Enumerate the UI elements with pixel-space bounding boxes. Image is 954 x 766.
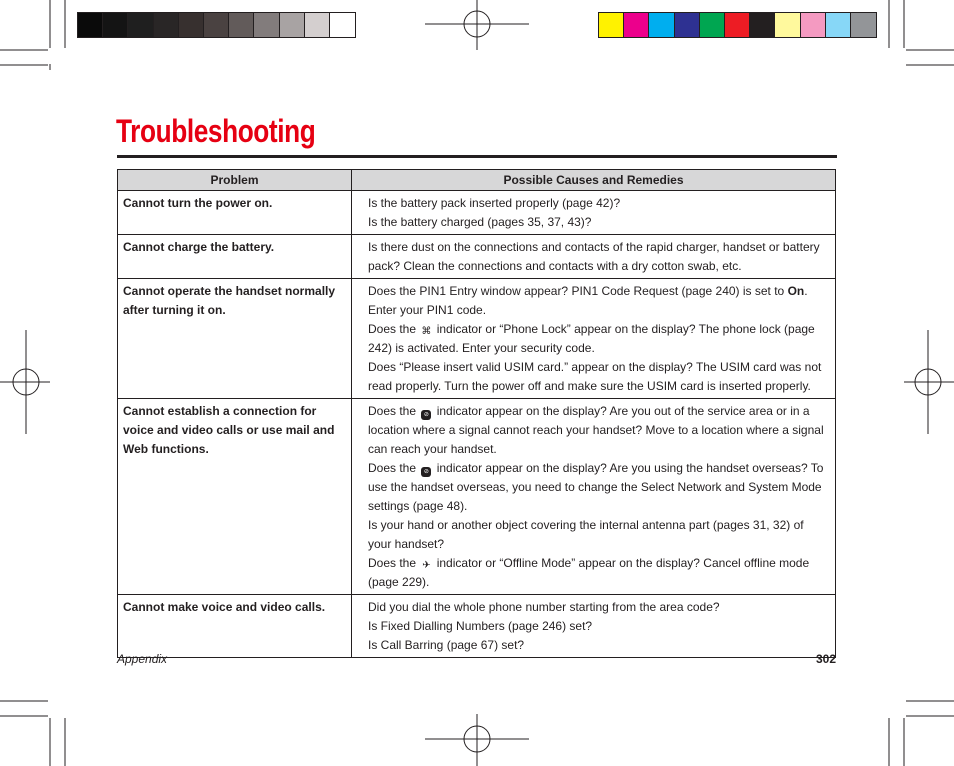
table-row (118, 399, 836, 595)
color-swatch (700, 13, 725, 37)
color-swatch (826, 13, 851, 37)
remedy-text: Does the (368, 322, 420, 336)
crop-mark-bottom-right (884, 696, 954, 766)
crop-mark-top-left (0, 0, 70, 70)
remedy-text: indicator or “Phone Lock” appear on the display? The phone lock (page 242) is activated. Enter your security code. (368, 322, 815, 355)
remedy-item: Is the battery charged (pages 35, 37, 43)? (368, 215, 592, 229)
gray-swatch (254, 13, 279, 37)
remedy-item: Is Fixed Dialling Numbers (page 246) set? (368, 619, 593, 633)
gray-swatch (103, 13, 128, 37)
remedy-item (368, 320, 829, 358)
color-swatch (851, 13, 876, 37)
table-row (118, 235, 836, 279)
color-swatch (750, 13, 775, 37)
color-swatch (775, 13, 800, 37)
remedy-item: Did you dial the whole phone number starting from the area code? (368, 600, 720, 614)
gray-swatch (128, 13, 153, 37)
out-of-service-icon: ⊘ (421, 467, 431, 477)
remedy-text: Does the (368, 461, 420, 475)
page-number: 302 (815, 652, 836, 666)
problem-cell: Cannot operate the handset normally after turning it on. (118, 279, 352, 399)
color-swatch (624, 13, 649, 37)
gray-swatch (204, 13, 229, 37)
remedy-text: indicator appear on the display? Are you using the handset overseas? To use the handset overseas, you need to change the Select Network and System Mode settings (page 48). (368, 461, 824, 513)
registration-mark-bottom (425, 712, 529, 766)
gray-swatch (305, 13, 330, 37)
phone-lock-icon: ⌘ (421, 326, 432, 337)
table-row (118, 191, 836, 235)
offline-mode-icon: ✈ (422, 560, 431, 571)
remedy-text: indicator or “Offline Mode” appear on the display? Cancel offline mode (page 229). (368, 556, 810, 589)
problem-header: Problem (118, 170, 352, 191)
remedy-text: indicator appear on the display? Are you out of the service area or in a location where a signal cannot reach your handset? Move to a location where a signal can reach your handset. (368, 404, 824, 456)
gray-calibration-bar (77, 12, 356, 38)
crop-mark-bottom-left (0, 696, 70, 766)
table-header-row (118, 170, 836, 191)
table-row (118, 595, 836, 658)
title-rule (117, 155, 837, 158)
remedy-item: Is there dust on the connections and contacts of the rapid charger, handset or battery pack? Clean the connections and contacts with a dry cotton swab, etc. (368, 240, 820, 273)
color-swatch (675, 13, 700, 37)
gray-swatch (330, 13, 355, 37)
remedy-item (368, 459, 829, 516)
gray-swatch (154, 13, 179, 37)
gray-swatch (229, 13, 254, 37)
troubleshooting-table (117, 169, 836, 658)
remedy-text: Does the (368, 404, 420, 418)
remedy-text: Does the (368, 556, 420, 570)
remedy-item: Is Call Barring (page 67) set? (368, 638, 525, 652)
footer-section-label: Appendix (117, 652, 168, 666)
registration-mark-top (425, 0, 529, 52)
remedies-cell (352, 279, 836, 399)
setting-value: On (787, 284, 805, 298)
color-swatch (649, 13, 674, 37)
remedy-text: Does the PIN1 Entry window appear? PIN1 Code Request (page 240) is set to (368, 284, 788, 298)
remedies-cell (352, 399, 836, 595)
remedy-item (368, 554, 829, 592)
remedy-item: Is your hand or another object covering the internal antenna part (pages 31, 32) of your handset? (368, 518, 804, 551)
remedy-item (368, 402, 829, 459)
out-of-service-icon: ⊘ (421, 410, 431, 420)
remedy-item (368, 282, 829, 320)
remedies-cell (352, 595, 836, 658)
table-row (118, 279, 836, 399)
crop-mark-top-right (884, 0, 954, 70)
remedies-cell (352, 235, 836, 279)
remedy-item: Is the battery pack inserted properly (page 42)? (368, 196, 621, 210)
registration-mark-right (902, 330, 954, 434)
color-swatch (599, 13, 624, 37)
color-calibration-bar (598, 12, 877, 38)
problem-cell: Cannot make voice and video calls. (118, 595, 352, 658)
problem-cell: Cannot establish a connection for voice and video calls or use mail and Web functions. (118, 399, 352, 595)
problem-cell: Cannot turn the power on. (118, 191, 352, 235)
page-title: Troubleshooting (116, 113, 316, 149)
remedies-header: Possible Causes and Remedies (352, 170, 836, 191)
color-swatch (725, 13, 750, 37)
gray-swatch (78, 13, 103, 37)
color-swatch (801, 13, 826, 37)
remedy-item: Does “Please insert valid USIM card.” appear on the display? The USIM card was not read properly. Turn the power off and make sure the USIM card is inserted properly. (368, 360, 822, 393)
gray-swatch (280, 13, 305, 37)
gray-swatch (179, 13, 204, 37)
problem-cell: Cannot charge the battery. (118, 235, 352, 279)
remedies-cell (352, 191, 836, 235)
remedy-text: . Enter your PIN1 code. (368, 284, 808, 317)
registration-mark-left (0, 330, 52, 434)
